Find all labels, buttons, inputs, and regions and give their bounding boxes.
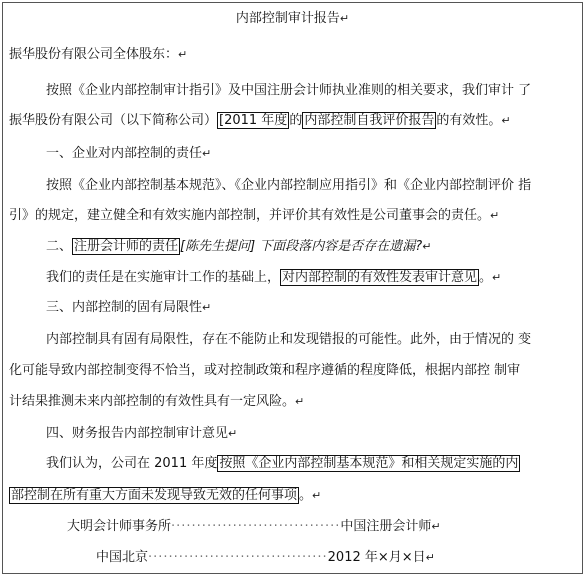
signature-line-1 — [67, 518, 582, 536]
salutation — [9, 46, 582, 64]
paragraph-mark: ↵ — [312, 489, 322, 502]
paragraph-mark: ↵ — [202, 301, 212, 314]
paragraph-3 — [46, 269, 582, 287]
paragraph-5-line-1 — [46, 455, 582, 473]
title-text: 内部控制审计报告 — [235, 11, 340, 26]
review-comment[interactable]: [陈先生提问] 下面段落内容是否存在遗漏? — [180, 239, 423, 254]
section-heading-1 — [46, 145, 582, 163]
paragraph-mark: ↵ — [422, 240, 432, 253]
p1-line1-text: 按照《企业内部控制审计指引》及中国注册会计师执业准则的相关要求，我们审计 了 — [46, 83, 532, 98]
city-name: 中国北京 — [96, 550, 149, 565]
section-heading-2 — [46, 238, 582, 256]
paragraph-4-line-2 — [9, 362, 582, 380]
p3-text: 我们的责任是在实施审计工作的基础上， — [46, 270, 281, 285]
p1-line2-end: 的有效性。 — [436, 113, 502, 128]
report-document — [2, 2, 583, 574]
paragraph-mark: ↵ — [339, 12, 350, 25]
paragraph-mark: ↵ — [431, 520, 441, 533]
report-title — [3, 10, 582, 28]
highlight-box-cpa-responsibility[interactable]: 注册会计师的责任 — [74, 239, 179, 254]
paragraph-5-line-2 — [9, 487, 582, 505]
highlight-box-audit-opinion[interactable]: 对内部控制的有效性发表审计意见 — [282, 270, 478, 285]
paragraph-mark: ↵ — [228, 427, 238, 440]
signature-line-2 — [96, 549, 582, 567]
highlight-box-opinion-part1[interactable]: 按照《企业内部控制基本规范》和相关规定实施的内 — [219, 456, 519, 471]
dot-leader: ································· — [171, 519, 341, 534]
cpa-label: 中国注册会计师 — [340, 519, 432, 534]
highlight-box-self-evaluation[interactable]: 内部控制自我评价报告 — [304, 113, 435, 128]
p4-line3-text: 计结果推测未来内部控制的有效性具有一定风险。 — [9, 394, 296, 409]
highlight-box-opinion-part2[interactable]: 部控制在所有重大方面未发现导致无效的任何事项 — [11, 488, 298, 503]
p5-line1-text: 我们认为，公司在 2011 年度 — [46, 456, 218, 471]
paragraph-mark: ↵ — [490, 209, 500, 222]
highlight-box-year[interactable]: [2011 年度 — [219, 113, 288, 128]
paragraph-4-line-1 — [46, 331, 582, 349]
p1-line2-mid: 的 — [289, 113, 303, 128]
section-2-prefix: 二、 — [46, 239, 73, 254]
paragraph-1-line-2 — [9, 112, 582, 130]
p4-line2-text: 化可能导致内部控制变得不恰当，或对控制政策和程序遵循的程度降低，根据内部控 制审 — [9, 363, 521, 378]
paragraph-mark: ↵ — [178, 48, 188, 61]
salutation-text: 振华股份有限公司全体股东： — [9, 47, 179, 62]
paragraph-mark: ↵ — [492, 271, 502, 284]
p5-line2-end: 。 — [299, 488, 313, 503]
firm-name: 大明会计师事务所 — [67, 519, 172, 534]
dot-leader: ··································· — [148, 550, 328, 565]
paragraph-4-line-3 — [9, 393, 582, 411]
p1-line2-text: 振华股份有限公司（以下简称公司） — [9, 113, 218, 128]
section-heading-3 — [46, 299, 582, 317]
section-1-text: 一、企业对内部控制的责任 — [46, 146, 203, 161]
report-date: 2012 年×月×日 — [327, 550, 426, 565]
p2-line1-text: 按照《企业内部控制基本规范》、《企业内部控制应用指引》和《企业内部控制评价 指 — [46, 178, 532, 193]
section-heading-4 — [46, 425, 582, 443]
p3-end: 。 — [479, 270, 493, 285]
paragraph-2-line-2 — [9, 207, 582, 225]
paragraph-mark: ↵ — [295, 395, 305, 408]
section-4-text: 四、财务报告内部控制审计意见 — [46, 426, 229, 441]
paragraph-2-line-1 — [46, 177, 582, 195]
p2-line2-text: 引》的规定，建立健全和有效实施内部控制，并评价其有效性是公司董事会的责任。 — [9, 208, 491, 223]
paragraph-mark: ↵ — [202, 147, 212, 160]
paragraph-1-line-1 — [46, 82, 582, 100]
paragraph-mark: ↵ — [425, 551, 435, 564]
section-3-text: 三、内部控制的固有局限性 — [46, 300, 203, 315]
p4-line1-text: 内部控制具有固有局限性，存在不能防止和发现错报的可能性。此外，由于情况的 变 — [46, 332, 532, 347]
paragraph-mark: ↵ — [501, 114, 511, 127]
